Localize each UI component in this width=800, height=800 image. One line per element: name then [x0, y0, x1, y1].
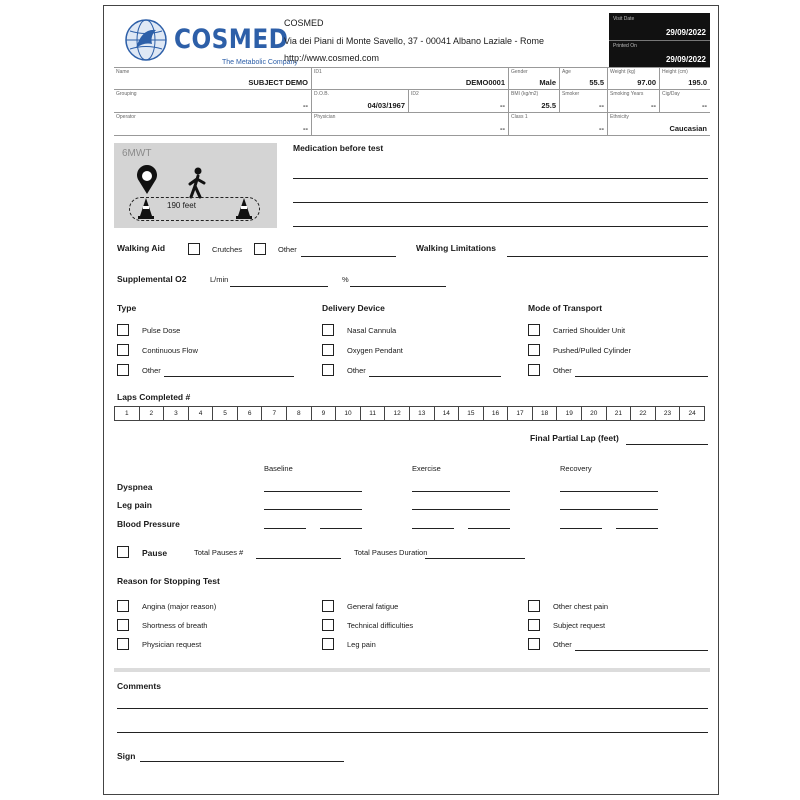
operator-label: Operator	[116, 114, 136, 120]
id2-cell	[409, 90, 509, 113]
medication-line-1[interactable]	[293, 178, 708, 179]
grouping-label: Grouping	[116, 91, 137, 97]
id-label: ID1	[314, 69, 322, 75]
cig-day-label: Cig/Day	[662, 91, 680, 97]
grouping-cell	[114, 90, 312, 113]
class-cell	[509, 113, 608, 136]
dob-label: D.O.B.	[314, 91, 330, 97]
smoking-years-cell	[608, 90, 660, 113]
logo-tagline: The Metabolic Company	[222, 59, 298, 66]
id2-label: ID2	[411, 91, 419, 97]
weight-cell	[608, 68, 660, 90]
leg-pain-label: Leg pain	[117, 500, 152, 510]
blood-pressure-label: Blood Pressure	[117, 519, 180, 529]
laps-label: Laps Completed #	[117, 392, 191, 402]
subject-request-checkbox[interactable]	[528, 619, 540, 631]
physician-cell	[312, 113, 509, 136]
id-cell	[312, 68, 509, 90]
lap-box[interactable]: 7	[262, 407, 287, 420]
shortness-breath-label: Shortness of breath	[142, 621, 208, 630]
pause-label: Pause	[142, 548, 168, 558]
leg-pain-exercise-field[interactable]	[412, 509, 510, 510]
height-value: 195.0	[688, 78, 707, 87]
lap-box[interactable]: 22	[631, 407, 656, 420]
o2-pct-field[interactable]	[350, 286, 446, 287]
shoulder-unit-label: Carried Shoulder Unit	[553, 326, 626, 335]
crutches-label: Crutches	[212, 245, 243, 254]
type-other-checkbox[interactable]	[117, 364, 129, 376]
lap-box[interactable]: 14	[435, 407, 460, 420]
gender-cell	[509, 68, 560, 90]
pauses-duration-field[interactable]	[425, 558, 525, 559]
dyspnea-recovery-field[interactable]	[560, 491, 658, 492]
comments-line-1[interactable]	[117, 708, 708, 709]
walking-other-field[interactable]	[301, 256, 396, 257]
cig-day-cell	[660, 90, 710, 113]
comments-line-2[interactable]	[117, 732, 708, 733]
technical-difficulties-label: Technical difficulties	[347, 621, 414, 630]
lap-box[interactable]: 11	[361, 407, 386, 420]
lap-box[interactable]: 13	[410, 407, 435, 420]
supplemental-o2-label: Supplemental O2	[117, 274, 187, 284]
dyspnea-label: Dyspnea	[117, 482, 153, 492]
lap-box[interactable]: 21	[607, 407, 632, 420]
gender-label: Gender	[511, 69, 528, 75]
leg-pain-stop-label: Leg pain	[347, 640, 376, 649]
lap-box[interactable]: 12	[385, 407, 410, 420]
lap-box[interactable]: 8	[287, 407, 312, 420]
smoking-years-label: Smoking Years	[610, 91, 644, 97]
leg-pain-recovery-field[interactable]	[560, 509, 658, 510]
stop-other-label: Other	[553, 640, 572, 649]
lap-box[interactable]: 18	[533, 407, 558, 420]
transport-other-checkbox[interactable]	[528, 364, 540, 376]
pause-checkbox[interactable]	[117, 546, 129, 558]
date-box	[609, 13, 710, 67]
lap-box[interactable]: 3	[164, 407, 189, 420]
lap-box[interactable]: 20	[582, 407, 607, 420]
medication-label: Medication before test	[293, 143, 384, 153]
recovery-header: Recovery	[560, 464, 592, 473]
gender-value: Male	[539, 78, 556, 87]
shortness-breath-checkbox[interactable]	[117, 619, 129, 631]
id2-value: --	[500, 101, 505, 110]
smoker-cell	[560, 90, 608, 113]
lap-box[interactable]: 4	[189, 407, 214, 420]
company-address: Via dei Piani di Monte Savello, 37 - 00041 Albano Laziale - Rome	[284, 36, 544, 46]
nasal-cannula-label: Nasal Cannula	[347, 326, 397, 335]
lap-box[interactable]: 24	[688, 410, 696, 417]
lap-box[interactable]: 16	[484, 407, 509, 420]
name-cell	[114, 68, 312, 90]
bmi-value: 25.5	[541, 101, 556, 110]
lap-box[interactable]: 9	[312, 407, 337, 420]
stop-other-field[interactable]	[575, 650, 708, 651]
printed-date: 29/09/2022	[665, 55, 706, 64]
walking-limitations-label: Walking Limitations	[416, 243, 496, 253]
test-title: 6MWT	[122, 148, 152, 159]
laps-row	[114, 406, 705, 421]
operator-cell	[114, 113, 312, 136]
end-cone-icon	[236, 197, 252, 219]
lap-box[interactable]: 15	[459, 407, 484, 420]
smoker-value: --	[599, 101, 604, 110]
test-graphic	[114, 143, 277, 228]
delivery-device-label: Delivery Device	[322, 303, 385, 313]
name-value: SUBJECT DEMO	[248, 78, 308, 87]
height-cell	[660, 68, 710, 90]
lap-box[interactable]: 2	[140, 407, 165, 420]
bp-baseline-dia-field[interactable]	[320, 528, 362, 529]
crutches-checkbox[interactable]	[188, 243, 200, 255]
sign-label: Sign	[117, 751, 136, 761]
ethnicity-label: Ethnicity	[610, 114, 629, 120]
transport-other-label: Other	[553, 366, 572, 375]
start-cone-icon	[138, 197, 154, 219]
transport-other-field[interactable]	[575, 376, 708, 377]
physician-value: --	[500, 124, 505, 133]
lap-box[interactable]: 5	[213, 407, 238, 420]
visit-date: 29/09/2022	[665, 28, 706, 37]
general-fatigue-label: General fatigue	[347, 602, 399, 611]
bp-exercise-sys-field[interactable]	[412, 528, 454, 529]
walking-other-checkbox[interactable]	[254, 243, 266, 255]
total-pauses-label: Total Pauses #	[194, 548, 244, 557]
age-label: Age	[562, 69, 571, 75]
o2-pct-label: %	[342, 275, 349, 284]
delivery-other-checkbox[interactable]	[322, 364, 334, 376]
patient-info-grid	[114, 67, 710, 135]
walking-other-label: Other	[278, 245, 297, 254]
oxygen-pendant-checkbox[interactable]	[322, 344, 334, 356]
physician-label: Physician	[314, 114, 336, 120]
subject-request-label: Subject request	[553, 621, 606, 630]
other-chest-pain-checkbox[interactable]	[528, 600, 540, 612]
bp-recovery-sys-field[interactable]	[560, 528, 602, 529]
shoulder-unit-checkbox[interactable]	[528, 324, 540, 336]
angina-checkbox[interactable]	[117, 600, 129, 612]
cig-day-value: --	[702, 101, 707, 110]
lap-box[interactable]: 6	[238, 407, 263, 420]
bp-recovery-dia-field[interactable]	[616, 528, 658, 529]
dyspnea-baseline-field[interactable]	[264, 491, 362, 492]
height-label: Height (cm)	[662, 69, 688, 75]
bp-exercise-dia-field[interactable]	[468, 528, 510, 529]
o2-lmin-field[interactable]	[230, 286, 328, 287]
pauses-duration-label: Total Pauses Duration	[354, 548, 428, 557]
grouping-value: --	[303, 101, 308, 110]
leg-pain-checkbox[interactable]	[322, 638, 334, 650]
lap-box[interactable]: 19	[557, 407, 582, 420]
dob-value: 04/03/1967	[367, 101, 405, 110]
id-value: DEMO0001	[465, 78, 505, 87]
bmi-cell	[509, 90, 560, 113]
lap-box[interactable]: 23	[656, 407, 681, 420]
track-distance: 190 feet	[167, 201, 196, 210]
weight-value: 97.00	[637, 78, 656, 87]
cosmed-logo	[124, 14, 298, 66]
lap-box[interactable]: 17	[508, 407, 533, 420]
company-name: COSMED	[284, 18, 324, 28]
pushed-cylinder-checkbox[interactable]	[528, 344, 540, 356]
transport-label: Mode of Transport	[528, 303, 603, 313]
date-divider	[609, 40, 710, 41]
globe-icon	[124, 18, 168, 62]
angina-label: Angina (major reason)	[142, 602, 217, 611]
physician-request-label: Physician request	[142, 640, 202, 649]
walking-limitations-field[interactable]	[507, 256, 708, 257]
location-pin-icon	[136, 165, 158, 195]
other-chest-pain-label: Other chest pain	[553, 602, 609, 611]
weight-label: Weight (kg)	[610, 69, 636, 75]
continuous-flow-checkbox[interactable]	[117, 344, 129, 356]
ethnicity-cell	[608, 113, 710, 136]
dyspnea-exercise-field[interactable]	[412, 491, 510, 492]
stopping-reason-label: Reason for Stopping Test	[117, 576, 220, 586]
company-url: http://www.cosmed.com	[284, 53, 380, 63]
lap-box[interactable]: 1	[115, 407, 140, 420]
report-sheet	[103, 5, 719, 795]
baseline-header: Baseline	[264, 464, 293, 473]
sign-field[interactable]	[140, 761, 344, 762]
age-cell	[560, 68, 608, 90]
operator-value: --	[303, 124, 308, 133]
type-label: Type	[117, 303, 137, 313]
total-pauses-field[interactable]	[256, 558, 341, 559]
walking-aid-label: Walking Aid	[117, 243, 166, 253]
class-value: --	[599, 124, 604, 133]
name-label: Name	[116, 69, 130, 75]
lap-box[interactable]: 10	[336, 407, 361, 420]
nasal-cannula-checkbox[interactable]	[322, 324, 334, 336]
logo-wordmark: COSMED	[174, 24, 289, 55]
leg-pain-baseline-field[interactable]	[264, 509, 362, 510]
age-value: 55.5	[589, 78, 604, 87]
stop-other-checkbox[interactable]	[528, 638, 540, 650]
pulse-dose-checkbox[interactable]	[117, 324, 129, 336]
continuous-flow-label: Continuous Flow	[142, 346, 198, 355]
pulse-dose-label: Pulse Dose	[142, 326, 181, 335]
bmi-label: BMI (kg/m2)	[511, 91, 539, 97]
smoking-years-value: --	[651, 101, 656, 110]
delivery-other-field[interactable]	[369, 376, 501, 377]
type-other-field[interactable]	[164, 376, 294, 377]
dob-cell	[312, 90, 409, 113]
pushed-cylinder-label: Pushed/Pulled Cylinder	[553, 346, 631, 355]
technical-difficulties-checkbox[interactable]	[322, 619, 334, 631]
comments-label: Comments	[117, 681, 161, 691]
class-label: Class 1	[511, 114, 528, 120]
o2-lmin-label: L/min	[210, 275, 229, 284]
smoker-label: Smoker	[562, 91, 580, 97]
walking-person-icon	[186, 167, 208, 199]
general-fatigue-checkbox[interactable]	[322, 600, 334, 612]
delivery-other-label: Other	[347, 366, 366, 375]
medication-line-2[interactable]	[293, 202, 708, 203]
oxygen-pendant-label: Oxygen Pendant	[347, 346, 403, 355]
physician-request-checkbox[interactable]	[117, 638, 129, 650]
medication-line-3[interactable]	[293, 226, 708, 227]
section-divider	[114, 668, 710, 672]
final-lap-field[interactable]	[626, 444, 708, 445]
bp-baseline-sys-field[interactable]	[264, 528, 306, 529]
exercise-header: Exercise	[412, 464, 441, 473]
type-other-label: Other	[142, 366, 161, 375]
ethnicity-value: Caucasian	[669, 124, 707, 133]
visit-date-label: Visit Date	[613, 16, 635, 22]
final-lap-label: Final Partial Lap (feet)	[530, 433, 619, 443]
printed-date-label: Printed On	[613, 43, 637, 49]
